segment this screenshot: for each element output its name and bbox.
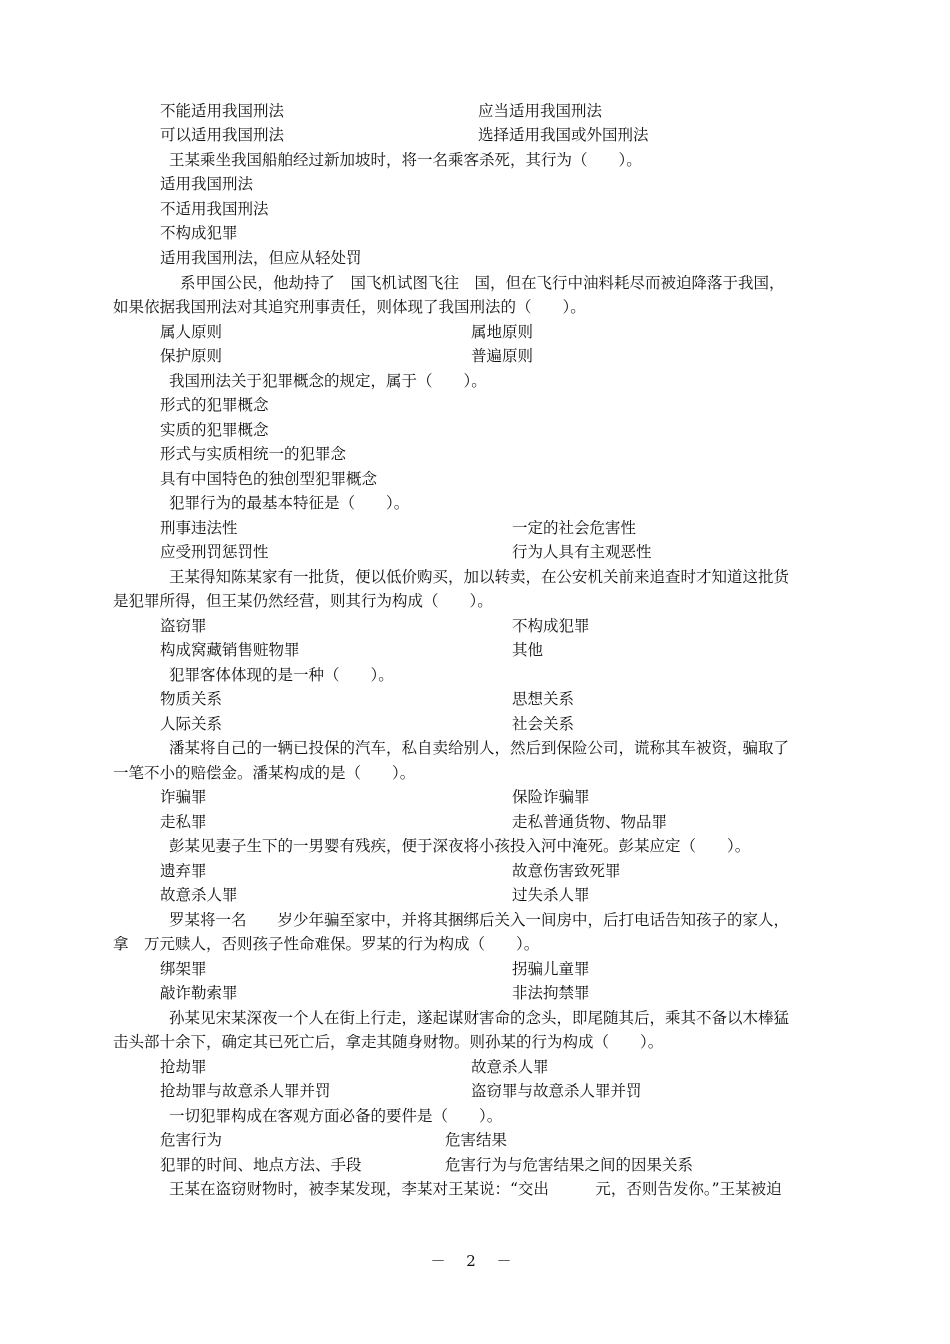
text-line: 故意杀人罪 xyxy=(471,1058,549,1076)
text-line: 适用我国刑法 xyxy=(160,175,254,193)
text-line: 一定的社会危害性 xyxy=(512,519,637,537)
text-line: 走私普通货物、物品罪 xyxy=(512,813,668,831)
text-line: 保护原则 xyxy=(160,347,223,365)
text-line: 如果依据我国刑法对其追究刑事责任，则体现了我国刑法的（ ）。 xyxy=(113,298,586,316)
text-line: 不构成犯罪 xyxy=(160,224,238,242)
text-line: 危害结果 xyxy=(445,1131,508,1149)
text-line: 非法拘禁罪 xyxy=(512,984,590,1002)
text-line: 击头部十余下，确定其已死亡后，拿走其随身财物。则孙某的行为构成（ ）。 xyxy=(113,1033,664,1051)
text-line: 犯罪行为的最基本特征是（ ）。 xyxy=(169,494,410,512)
text-line: 遗弃罪 xyxy=(160,862,207,880)
text-line: 不能适用我国刑法 xyxy=(160,102,285,120)
text-line: 应当适用我国刑法 xyxy=(478,102,603,120)
text-line: 行为人具有主观恶性 xyxy=(512,543,652,561)
text-line: 我国刑法关于犯罪概念的规定，属于（ ）。 xyxy=(169,372,487,390)
text-line: 保险诈骗罪 xyxy=(512,788,590,806)
text-line: 犯罪的时间、地点方法、手段 xyxy=(160,1156,362,1174)
text-line: 应受刑罚惩罚性 xyxy=(160,543,269,561)
text-line: 诈骗罪 xyxy=(160,788,207,806)
text-line: 绑架罪 xyxy=(160,960,207,978)
text-line: 系甲国公民，他劫持了 国飞机试图飞往 国，但在飞行中油料耗尽而被迫降落于我国， xyxy=(180,274,785,292)
text-line: 人际关系 xyxy=(160,715,223,733)
text-line: 潘某将自己的一辆已投保的汽车，私自卖给别人，然后到保险公司，谎称其车被资，骗取了 xyxy=(169,739,790,757)
text-line: 拐骗儿童罪 xyxy=(512,960,590,978)
text-line: 盗窃罪与故意杀人罪并罚 xyxy=(471,1082,642,1100)
text-line: 孙某见宋某深夜一个人在街上行走，遂起谋财害命的念头，即尾随其后，乘其不备以木棒猛 xyxy=(169,1009,790,1027)
text-line: 王某得知陈某家有一批货，便以低价购买，加以转卖，在公安机关前来追查时才知道这批货 xyxy=(169,568,790,586)
text-line: 走私罪 xyxy=(160,813,207,831)
text-line: 实质的犯罪概念 xyxy=(160,421,269,439)
text-line: 危害行为与危害结果之间的因果关系 xyxy=(445,1156,694,1174)
text-line: 拿 万元赎人，否则孩子性命难保。罗某的行为构成（ ）。 xyxy=(113,935,540,953)
text-line: 形式的犯罪概念 xyxy=(160,396,269,414)
text-line: 思想关系 xyxy=(512,690,575,708)
text-line: 社会关系 xyxy=(512,715,575,733)
text-line: 王某乘坐我国船舶经过新加坡时，将一名乘客杀死，其行为（ ）。 xyxy=(169,151,642,169)
text-line: 构成窝藏销售赃物罪 xyxy=(160,641,300,659)
text-line: 敲诈勒索罪 xyxy=(160,984,238,1002)
text-line: 过失杀人罪 xyxy=(512,886,590,904)
text-line: 属人原则 xyxy=(160,323,223,341)
text-line: 王某在盗窃财物时，被李某发现，李某对王某说：“交出 元，否则告发你。”王某被迫 xyxy=(169,1180,782,1198)
text-line: 可以适用我国刑法 xyxy=(160,126,285,144)
text-line: 危害行为 xyxy=(160,1131,223,1149)
text-line: 抢劫罪 xyxy=(160,1058,207,1076)
text-line: 罗某将一名 岁少年骗至家中，并将其捆绑后关入一间房中，后打电话告知孩子的家人， xyxy=(169,911,790,929)
text-line: 盗窃罪 xyxy=(160,617,207,635)
text-line: 犯罪客体体现的是一种（ ）。 xyxy=(169,666,394,684)
text-line: 物质关系 xyxy=(160,690,223,708)
text-line: 彭某见妻子生下的一男婴有残疾，便于深夜将小孩投入河中淹死。彭某应定（ ）。 xyxy=(169,837,751,855)
text-line: 故意伤害致死罪 xyxy=(512,862,621,880)
text-line: 适用我国刑法，但应从轻处罚 xyxy=(160,249,362,267)
text-line: 刑事违法性 xyxy=(160,519,238,537)
text-line: 不适用我国刑法 xyxy=(160,200,269,218)
text-line: 一切犯罪构成在客观方面必备的要件是（ ）。 xyxy=(169,1107,503,1125)
text-line: 故意杀人罪 xyxy=(160,886,238,904)
text-line: 抢劫罪与故意杀人罪并罚 xyxy=(160,1082,331,1100)
text-line: 具有中国特色的独创型犯罪概念 xyxy=(160,470,378,488)
text-line: 不构成犯罪 xyxy=(512,617,590,635)
text-line: 形式与实质相统一的犯罪念 xyxy=(160,445,347,463)
text-line: 一笔不小的赔偿金。潘某构成的是（ ）。 xyxy=(113,764,416,782)
text-line: 普遍原则 xyxy=(471,347,534,365)
text-line: 选择适用我国或外国刑法 xyxy=(478,126,649,144)
text-line: 属地原则 xyxy=(471,323,534,341)
page-number: － 2 － xyxy=(430,1252,520,1270)
text-line: 是犯罪所得，但王某仍然经营，则其行为构成（ ）。 xyxy=(113,592,493,610)
text-line: 其他 xyxy=(512,641,544,659)
